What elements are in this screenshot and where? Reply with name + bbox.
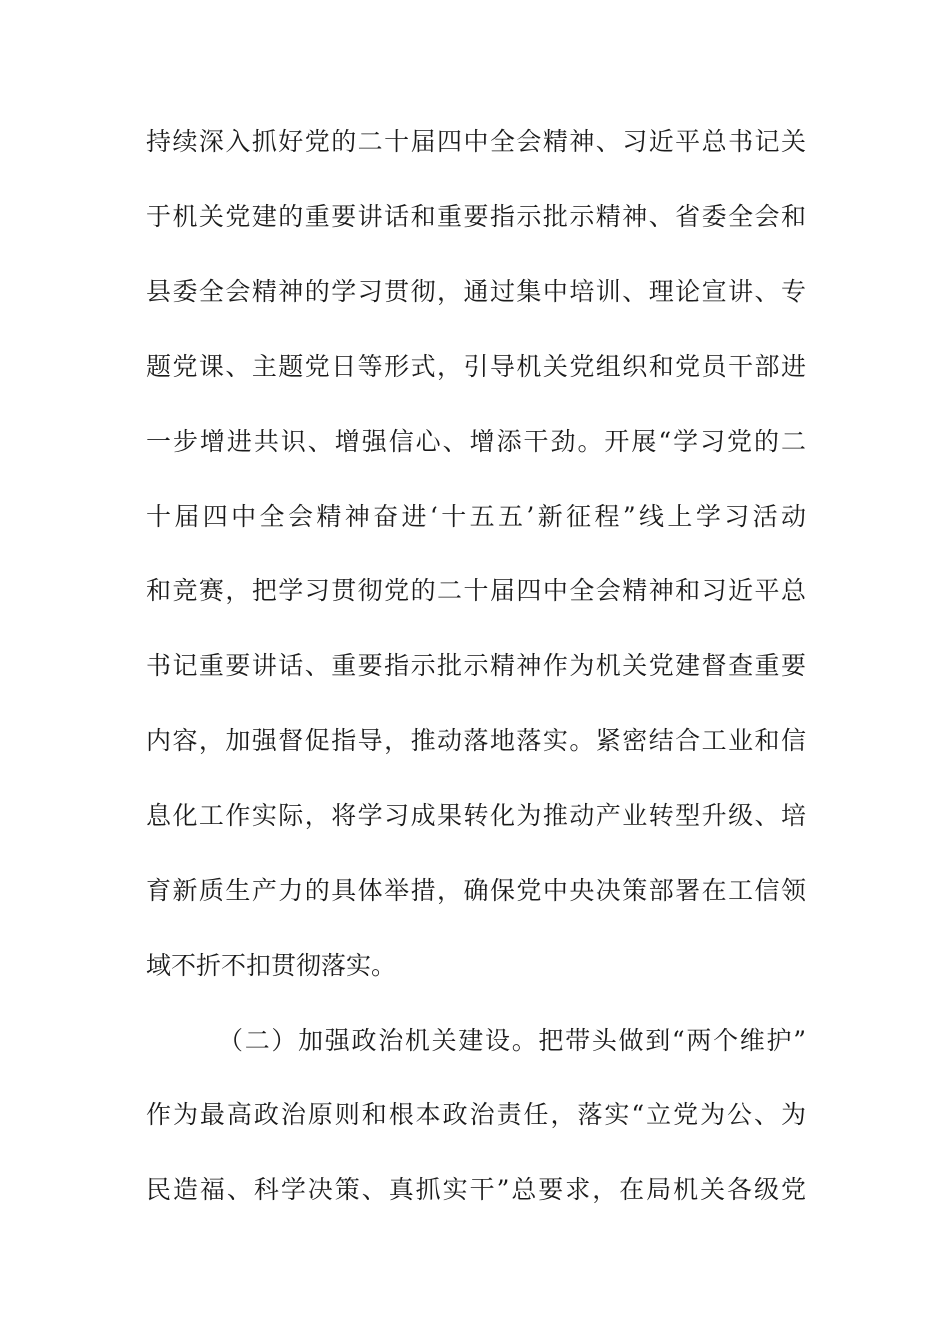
paragraph-line: 县委全会精神的学习贯彻，通过集中培训、理论宣讲、专 — [146, 277, 806, 306]
paragraph-line: 内容，加强督促指导，推动落地落实。紧密结合工业和信 — [146, 726, 806, 755]
paragraph-line: 息化工作实际，将学习成果转化为推动产业转型升级、培 — [146, 801, 806, 830]
paragraph-line: 育新质生产力的具体举措，确保党中央决策部署在工信领 — [146, 876, 806, 905]
paragraph-line: 作为最高政治原则和根本政治责任，落实“立党为公、为 — [146, 1100, 806, 1129]
paragraph-line: 书记重要讲话、重要指示批示精神作为机关党建督查重要 — [146, 651, 806, 680]
section-heading-line: （二）加强政治机关建设。把带头做到“两个维护” — [218, 1026, 806, 1055]
paragraph-line: 于机关党建的重要讲话和重要指示批示精神、省委全会和 — [146, 202, 806, 231]
paragraph-line: 题党课、主题党日等形式，引导机关党组织和党员干部进 — [146, 352, 806, 381]
paragraph-line: 一步增进共识、增强信心、增添干劲。开展“学习党的二 — [146, 427, 806, 456]
paragraph-line: 域不折不扣贯彻落实。 — [146, 951, 397, 980]
paragraph-line: 和竞赛，把学习贯彻党的二十届四中全会精神和习近平总 — [146, 576, 806, 605]
paragraph-line: 十届四中全会精神奋进‘十五五’新征程”线上学习活动 — [146, 502, 806, 531]
paragraph-line: 民造福、科学决策、真抓实干”总要求，在局机关各级党 — [146, 1175, 806, 1204]
paragraph-line: 持续深入抓好党的二十届四中全会精神、习近平总书记关 — [146, 127, 806, 156]
